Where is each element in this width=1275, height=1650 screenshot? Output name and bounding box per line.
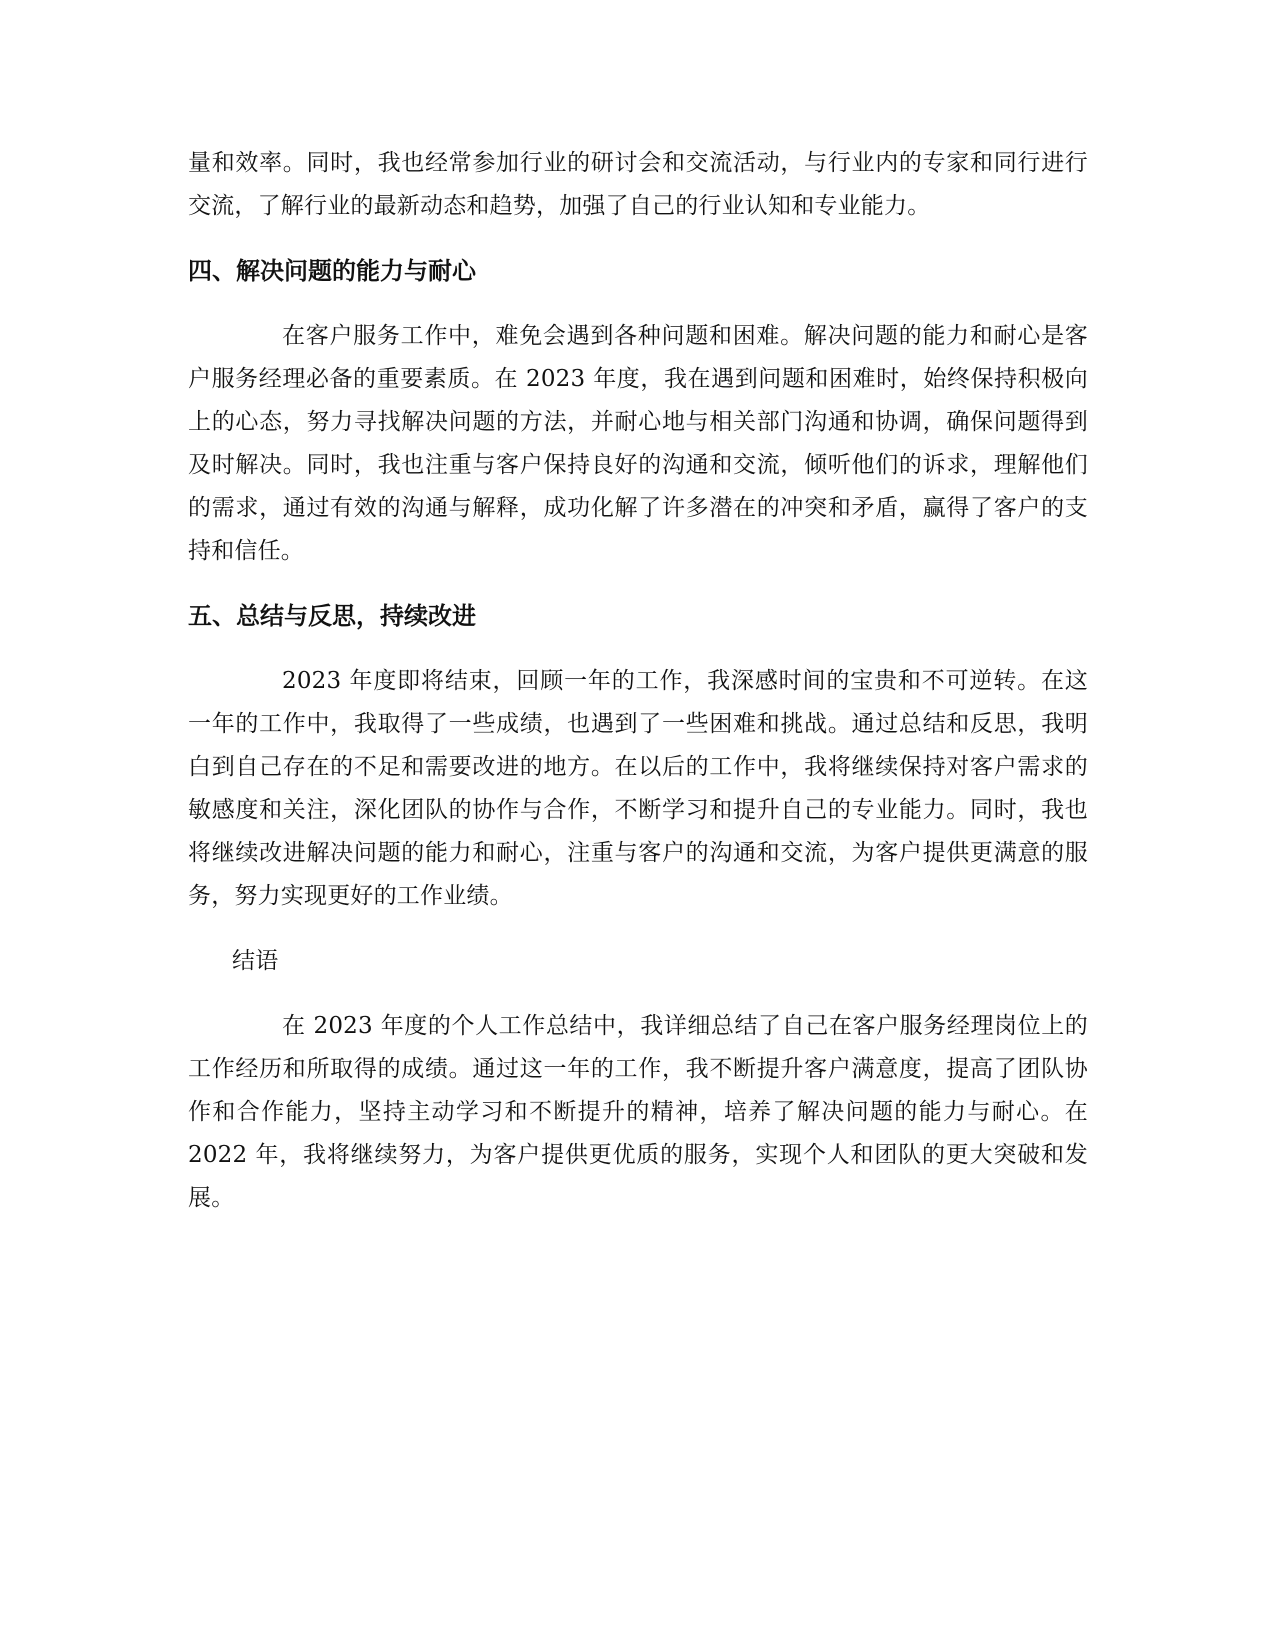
section-5-paragraph: 2023 年度即将结束，回顾一年的工作，我深感时间的宝贵和不可逆转。在这一年的工作中，我取得了一些成绩，也遇到了一些困难和挑战。通过总结和反思，我明白到自己存在的不足和需要改进的地方。在以后的工作中，我将继续保持对客户需求的敏感度和关注，深化团队的协作与合作，不断学习和提升自己的专业能力。同时，我也将继续改进解决问题的能力和耐心，注重与客户的沟通和交流，为客户提供更满意的服务，努力实现更好的工作业绩。	[188, 668, 1088, 909]
conclusion-label: 结语	[232, 948, 279, 974]
document-body	[188, 142, 1088, 1220]
section-heading-4: 四、解决问题的能力与耐心	[188, 257, 476, 285]
section-4-paragraph: 在客户服务工作中，难免会遇到各种问题和困难。解决问题的能力和耐心是客户服务经理必备的重要素质。在 2023 年度，我在遇到问题和困难时，始终保持积极向上的心态，努力寻找解决问题的方法，并耐心地与相关部门沟通和协调，确保问题得到及时解决。同时，我也注重与客户保持良好的沟通和交流，倾听他们的诉求，理解他们的需求，通过有效的沟通与解释，成功化解了许多潜在的冲突和矛盾，赢得了客户的支持和信任。	[188, 323, 1088, 564]
conclusion-paragraph: 在 2023 年度的个人工作总结中，我详细总结了自己在客户服务经理岗位上的工作经历和所取得的成绩。通过这一年的工作，我不断提升客户满意度，提高了团队协作和合作能力，坚持主动学习和不断提升的精神，培养了解决问题的能力与耐心。在 2022 年，我将继续努力，为客户提供更优质的服务，实现个人和团队的更大突破和发展。	[188, 1013, 1088, 1211]
section-heading-5: 五、总结与反思，持续改进	[188, 602, 476, 630]
paragraph-intro-continued: 量和效率。同时，我也经常参加行业的研讨会和交流活动，与行业内的专家和同行进行交流，了解行业的最新动态和趋势，加强了自己的行业认知和专业能力。	[188, 150, 1088, 219]
